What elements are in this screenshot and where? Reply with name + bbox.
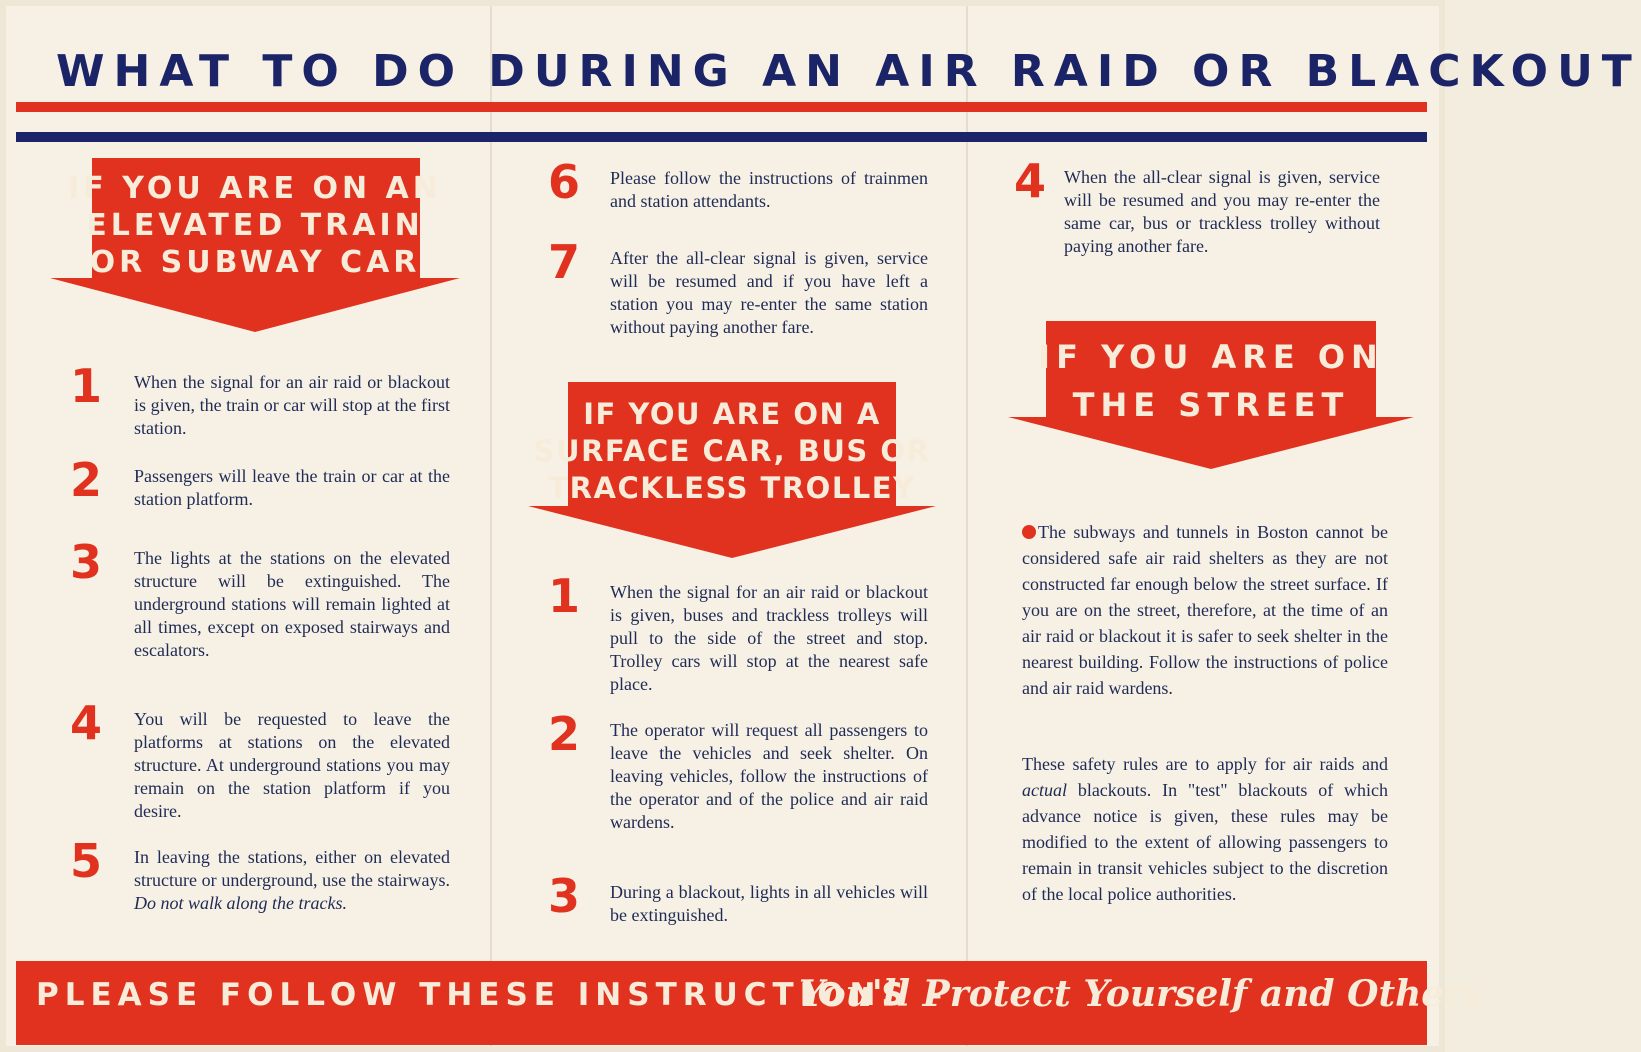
fold-line-right xyxy=(966,6,968,1046)
step-number: 7 xyxy=(548,235,581,289)
step-text: When the signal for an air raid or blackout is given, buses and trackless trolleys will pull to the side of the street and stop. Trolley cars will stop at the nearest safe place. xyxy=(610,582,928,694)
street-paragraph-1-text: The subways and tunnels in Boston cannot be considered safe air raid shelters as they are not constructed far enough below the street surface. If you are on the street, therefore, at the time of an air raid or blackout it is safer to seek shelter in the nearest building. Follow the instructions of police and air raid wardens. xyxy=(1022,522,1388,698)
footer-instruction: PLEASE FOLLOW THESE INSTRUCTIONS – xyxy=(36,977,949,1013)
step-text xyxy=(134,846,450,915)
street-paragraph-2-before: These safety rules are to apply for air raids and xyxy=(1022,754,1388,774)
pamphlet-title: WHAT TO DO DURING AN AIR RAID OR BLACKOUT xyxy=(56,46,1641,97)
step-number: 3 xyxy=(548,869,581,923)
street-heading-line-1: IF YOU ARE ON xyxy=(1038,338,1384,376)
step-number: 1 xyxy=(548,569,581,623)
step-text: Passengers will leave the train or car at the station platform. xyxy=(134,466,450,509)
step-number: 2 xyxy=(548,707,581,761)
fold-line-left xyxy=(490,6,492,1046)
step-text: When the signal for an air raid or blackout is given, the train or car will stop at the first station. xyxy=(134,372,450,438)
street-heading-line-2: THE STREET xyxy=(1072,386,1350,424)
footer-slogan: You'll Protect Yourself and Others xyxy=(799,973,1484,1015)
surface-heading-line-1: IF YOU ARE ON A xyxy=(583,397,881,431)
surface-heading-line-2: SURFACE CAR, BUS OR xyxy=(533,434,931,468)
step-text: You will be requested to leave the platforms at stations on the elevated structure. At underground stations you may remain on the station platform if you desire. xyxy=(134,709,450,821)
step-text: When the all-clear signal is given, service will be resumed and you may re-enter the same car, bus or trackless trolley without paying another fare. xyxy=(1064,167,1380,256)
step-number: 5 xyxy=(70,834,103,888)
step-text-main: In leaving the stations, either on elevated structure or underground, use the stairways. xyxy=(134,847,450,890)
step-text: After the all-clear signal is given, service will be resumed and if you have left a station you may re-enter the same station without paying another fare. xyxy=(610,248,928,337)
step-text: The lights at the stations on the elevated structure will be extinguished. The underground stations will remain lighted at all times, except on exposed stairways and escalators. xyxy=(134,548,450,660)
train-heading-line-2: ELEVATED TRAIN xyxy=(86,208,424,243)
street-paragraph-2-emphasis: actual xyxy=(1022,780,1067,800)
street-paragraph-1 xyxy=(1022,519,1388,701)
bullet-dot-icon xyxy=(1022,525,1036,539)
red-stripe xyxy=(16,102,1427,112)
footer-banner xyxy=(16,961,1484,1045)
train-heading-line-1: IF YOU ARE ON AN xyxy=(68,171,442,206)
street-paragraph-2 xyxy=(1022,751,1388,907)
street-heading-arrow xyxy=(1008,321,1414,471)
step-text: During a blackout, lights in all vehicles will be extinguished. xyxy=(610,882,928,925)
step-text: Please follow the instructions of trainmen and station attendants. xyxy=(610,168,928,211)
step-number: 3 xyxy=(70,535,103,589)
step-number: 1 xyxy=(70,359,103,413)
train-heading-arrow xyxy=(50,158,460,334)
step-number: 2 xyxy=(70,453,103,507)
step-text-emphasis: Do not walk along the tracks. xyxy=(134,893,347,913)
street-paragraph-2-after: blackouts. In "test" blackouts of which advance notice is given, these rules may be modified to the extent of allowing passengers to remain in transit vehicles subject to the discretion of the local police authorities. xyxy=(1022,780,1389,904)
step-text: The operator will request all passengers to leave the vehicles and seek shelter. On leaving vehicles, follow the instructions of the operator and of the police and air raid wardens. xyxy=(610,720,928,832)
surface-heading-line-3: TRACKLESS TROLLEY xyxy=(548,471,916,505)
step-number: 4 xyxy=(70,696,103,750)
blue-stripe xyxy=(16,132,1427,142)
step-number: 6 xyxy=(548,155,581,209)
step-number: 4 xyxy=(1014,154,1047,208)
train-heading-line-3: OR SUBWAY CAR xyxy=(89,245,421,280)
surface-heading-arrow xyxy=(528,382,936,560)
